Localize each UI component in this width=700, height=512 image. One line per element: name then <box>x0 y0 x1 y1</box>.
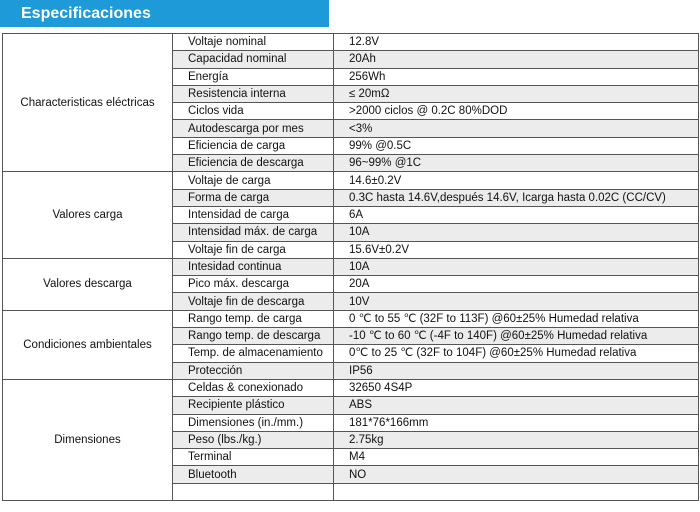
parameter-cell: Eficiencia de carga <box>173 137 334 154</box>
value-cell: -10 ℃ to 60 ℃ (-4F to 140F) @60±25% Humedad relativa <box>334 328 699 345</box>
category-cell: Condiciones ambientales <box>3 310 173 379</box>
parameter-cell: Celdas & conexionado <box>173 379 334 396</box>
parameter-cell: Rango temp. de descarga <box>173 328 334 345</box>
value-cell: 10A <box>334 258 699 275</box>
value-cell: 0 ℃ to 55 ℃ (32F to 113F) @60±25% Humedad relativa <box>334 310 699 327</box>
value-cell: 99% @0.5C <box>334 137 699 154</box>
parameter-cell: Ciclos vida <box>173 103 334 120</box>
parameter-cell: Capacidad nominal <box>173 51 334 68</box>
parameter-cell: Pico máx. descarga <box>173 276 334 293</box>
parameter-cell: Voltaje fin de descarga <box>173 293 334 310</box>
spec-row <box>3 310 699 327</box>
parameter-cell: Voltaje fin de carga <box>173 241 334 258</box>
value-cell: <3% <box>334 120 699 137</box>
value-cell: 10A <box>334 224 699 241</box>
parameter-cell: Voltaje de carga <box>173 172 334 189</box>
value-cell: 20A <box>334 276 699 293</box>
parameter-cell: Energía <box>173 68 334 85</box>
parameter-cell: Intesidad continua <box>173 258 334 275</box>
parameter-cell: Intensidad de carga <box>173 206 334 223</box>
parameter-cell: Dimensiones (in./mm.) <box>173 414 334 431</box>
value-cell: 10V <box>334 293 699 310</box>
parameter-cell: Protección <box>173 362 334 379</box>
value-cell: 0℃ to 25 ℃ (32F to 104F) @60±25% Humedad relativa <box>334 345 699 362</box>
parameter-cell: Peso (lbs./kg.) <box>173 431 334 448</box>
value-cell: 0.3C hasta 14.6V,después 14.6V, Icarga hasta 0.02C (CC/CV) <box>334 189 699 206</box>
value-cell: NO <box>334 466 699 483</box>
parameter-cell: Forma de carga <box>173 189 334 206</box>
category-cell: Valores carga <box>3 172 173 258</box>
value-cell: 181*76*166mm <box>334 414 699 431</box>
value-cell: IP56 <box>334 362 699 379</box>
parameter-cell: Voltaje nominal <box>173 34 334 51</box>
value-cell: 2.75kg <box>334 431 699 448</box>
value-cell: ABS <box>334 397 699 414</box>
category-cell: Characteristicas eléctricas <box>3 34 173 172</box>
parameter-cell: Intensidad máx. de carga <box>173 224 334 241</box>
value-cell: ≤ 20mΩ <box>334 85 699 102</box>
value-cell: 14.6±0.2V <box>334 172 699 189</box>
value-cell: 96~99% @1C <box>334 155 699 172</box>
parameter-cell: Resistencia interna <box>173 85 334 102</box>
value-cell: 12.8V <box>334 34 699 51</box>
specifications-table-body <box>3 34 699 501</box>
value-cell: 6A <box>334 206 699 223</box>
parameter-cell: Bluetooth <box>173 466 334 483</box>
value-cell: M4 <box>334 449 699 466</box>
parameter-cell: Recipiente plástico <box>173 397 334 414</box>
value-cell: >2000 ciclos @ 0.2C 80%DOD <box>334 103 699 120</box>
value-cell: 15.6V±0.2V <box>334 241 699 258</box>
section-title: Especificaciones <box>21 5 151 22</box>
parameter-cell <box>173 483 334 500</box>
value-cell: 32650 4S4P <box>334 379 699 396</box>
spec-row <box>3 379 699 396</box>
specifications-table <box>2 33 699 501</box>
section-title-banner <box>0 0 329 27</box>
parameter-cell: Eficiencia de descarga <box>173 155 334 172</box>
parameter-cell: Rango temp. de carga <box>173 310 334 327</box>
parameter-cell: Terminal <box>173 449 334 466</box>
parameter-cell: Temp. de almacenamiento <box>173 345 334 362</box>
spec-row <box>3 34 699 51</box>
parameter-cell: Autodescarga por mes <box>173 120 334 137</box>
category-cell: Valores descarga <box>3 258 173 310</box>
value-cell <box>334 483 699 500</box>
spec-row <box>3 172 699 189</box>
value-cell: 20Ah <box>334 51 699 68</box>
value-cell: 256Wh <box>334 68 699 85</box>
category-cell: Dimensiones <box>3 379 173 500</box>
spec-row <box>3 258 699 275</box>
